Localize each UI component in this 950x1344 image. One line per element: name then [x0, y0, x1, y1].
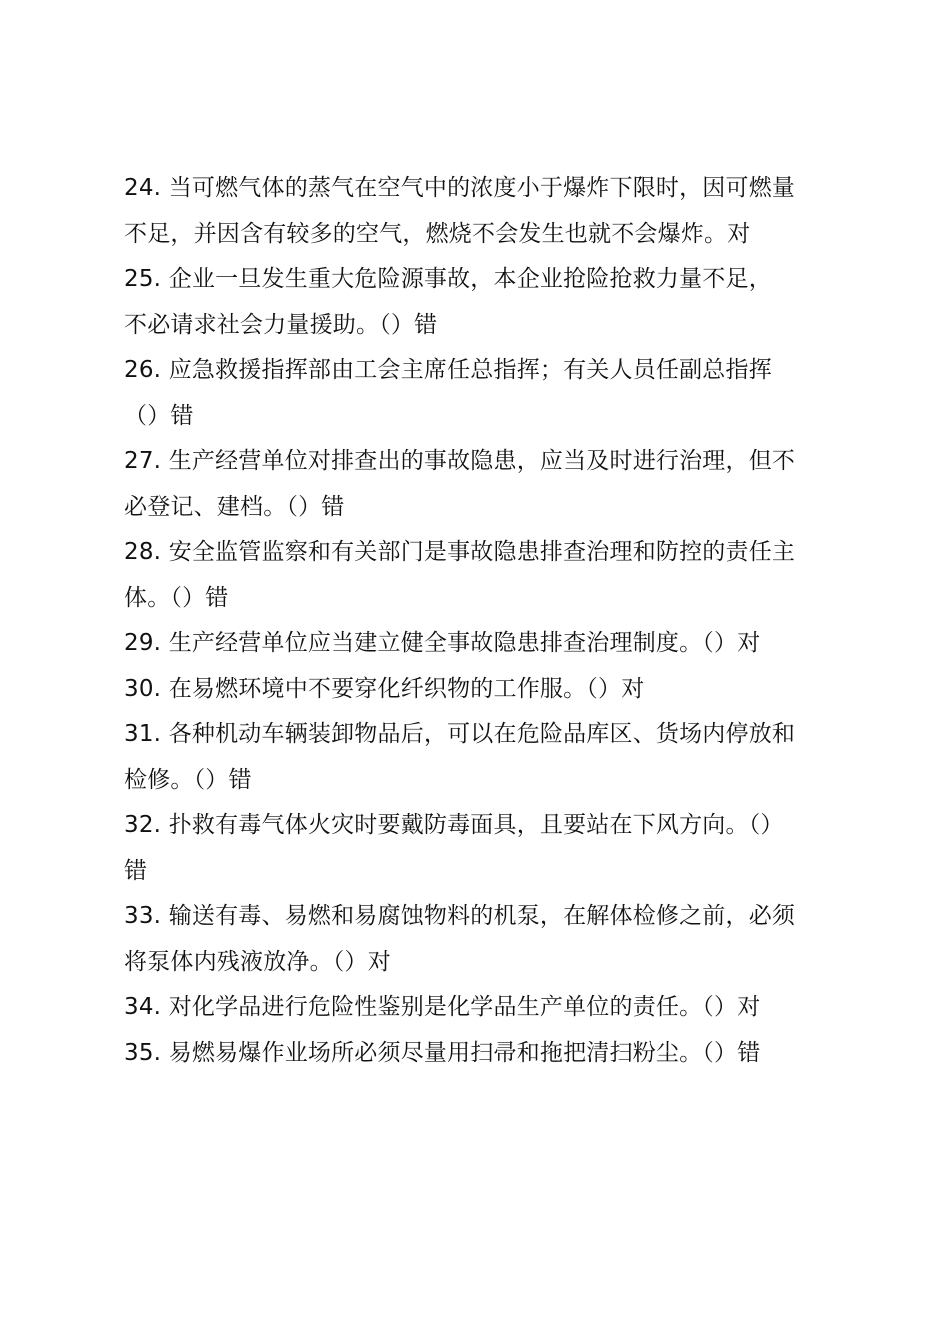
- text-line: 必登记、建档。（）错: [124, 493, 345, 520]
- text-line: 35. 易燃易爆作业场所必须尽量用扫帚和拖把清扫粉尘。（）错: [124, 1039, 761, 1066]
- text-line: 检修。（）错: [124, 766, 252, 793]
- text-line: 25. 企业一旦发生重大危险源事故，本企业抢险抢救力量不足，: [124, 266, 772, 292]
- text-line: 错: [124, 857, 148, 884]
- text-line: 33. 输送有毒、易燃和易腐蚀物料的机泵，在解体检修之前，必须: [124, 903, 796, 929]
- text-line: 24. 当可燃气体的蒸气在空气中的浓度小于爆炸下限时，因可燃量: [124, 175, 796, 201]
- document-body: [124, 166, 836, 1076]
- text-line: 体。（）错: [124, 584, 229, 611]
- text-line: 26. 应急救援指挥部由工会主席任总指挥；有关人员任副总指挥: [124, 357, 772, 383]
- text-line: 将泵体内残液放净。（）对: [124, 948, 391, 975]
- text-line: 不足，并因含有较多的空气，燃烧不会发生也就不会爆炸。对: [124, 220, 751, 247]
- text-line: 29. 生产经营单位应当建立健全事故隐患排查治理制度。（）对: [124, 630, 761, 656]
- text-line: 不必请求社会力量援助。（）错: [124, 311, 438, 338]
- text-line: （）错: [124, 402, 194, 429]
- text-line: 30. 在易燃环境中不要穿化纤织物的工作服。（）对: [124, 675, 645, 702]
- text-line: 27. 生产经营单位对排查出的事故隐患，应当及时进行治理，但不: [124, 448, 796, 474]
- text-line: 31. 各种机动车辆装卸物品后，可以在危险品库区、货场内停放和: [124, 721, 796, 747]
- text-line: 34. 对化学品进行危险性鉴别是化学品生产单位的责任。（）对: [124, 994, 761, 1020]
- text-line: 32. 扑救有毒气体火灾时要戴防毒面具，且要站在下风方向。（）: [124, 812, 784, 838]
- text-line: 28. 安全监管监察和有关部门是事故隐患排查治理和防控的责任主: [124, 539, 796, 565]
